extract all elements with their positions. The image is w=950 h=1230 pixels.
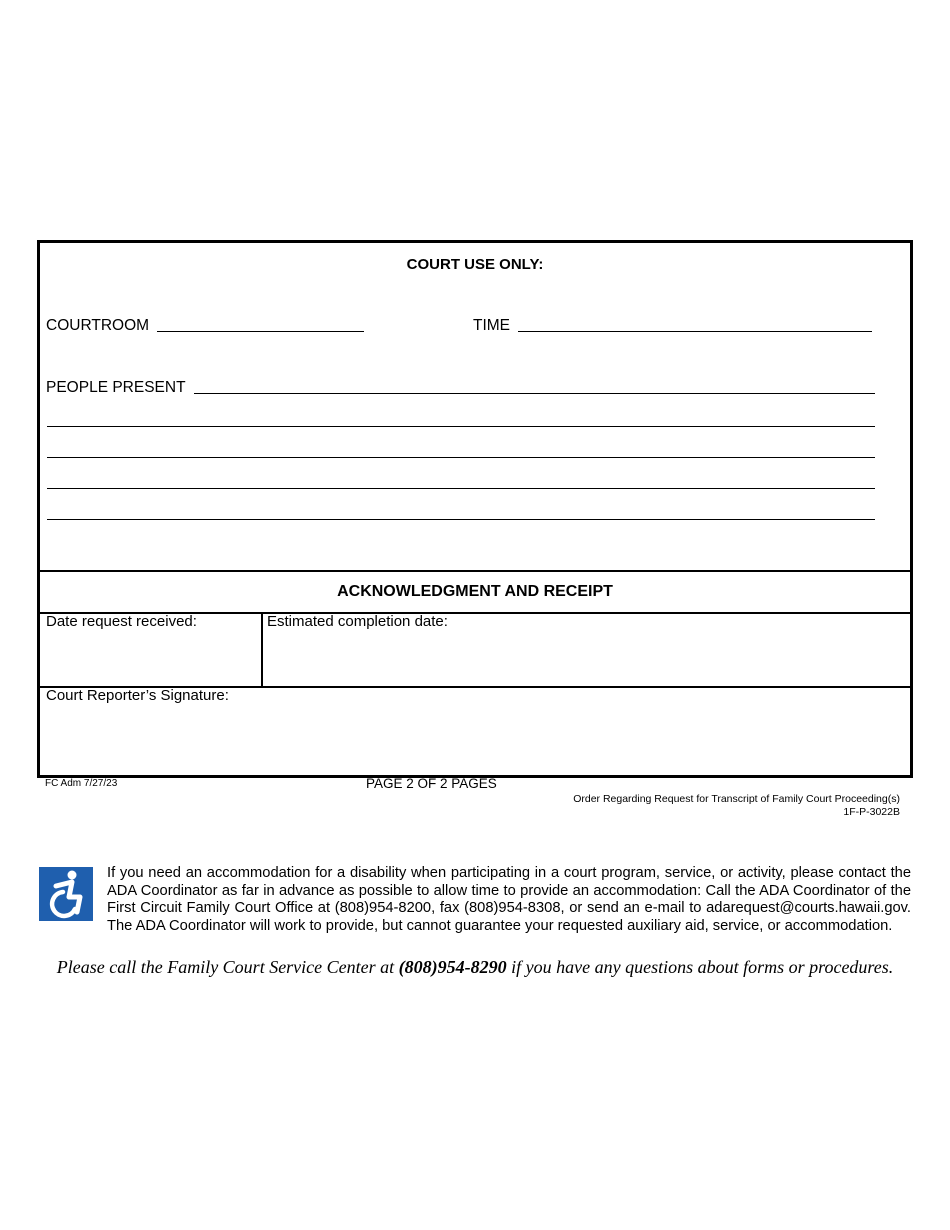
courtroom-row: [46, 317, 364, 335]
acknowledgment-title: ACKNOWLEDGMENT AND RECEIPT: [40, 570, 910, 614]
people-present-line[interactable]: [47, 426, 875, 427]
court-use-title: COURT USE ONLY:: [406, 256, 544, 273]
time-field[interactable]: [518, 330, 872, 332]
estimated-completion-label: Estimated completion date:: [267, 613, 448, 630]
court-use-box: [37, 240, 913, 778]
people-present-line[interactable]: [47, 457, 875, 458]
form-number: 1F-P-3022B: [843, 805, 900, 818]
service-phone: (808)954-8290: [398, 957, 507, 977]
people-present-label: PEOPLE PRESENT: [46, 379, 186, 396]
cell-divider: [261, 612, 263, 686]
accessibility-icon: [39, 867, 93, 921]
service-suffix: if you have any questions about forms or procedures.: [506, 957, 894, 977]
people-present-row: [46, 379, 875, 397]
form-info: [573, 793, 900, 818]
service-prefix: Please call the Family Court Service Center at: [56, 957, 399, 977]
form-code: FC Adm 7/27/23: [45, 778, 118, 789]
page-number: PAGE 2 OF 2 PAGES: [366, 776, 497, 791]
courtroom-field[interactable]: [157, 330, 364, 332]
time-row: [473, 317, 872, 335]
signature-label: Court Reporter’s Signature:: [46, 687, 229, 704]
people-present-line[interactable]: [47, 519, 875, 520]
form-title: Order Regarding Request for Transcript of Family Court Proceeding(s): [573, 793, 900, 805]
people-present-field[interactable]: [194, 392, 875, 394]
service-center-line: [0, 957, 950, 978]
time-label: TIME: [473, 317, 511, 334]
date-received-label: Date request received:: [46, 613, 197, 630]
people-present-line[interactable]: [47, 488, 875, 489]
ada-notice: If you need an accommodation for a disability when participating in a court program, service, or activity, please contact the ADA Coordinator as far in advance as possible to allow time to provide an accommodation: Call the ADA Coordinator of the First Circuit Family Court Office at (808)954-8200, fax (808)954-8308, or send an e-mail to adarequest@courts.hawaii.gov. The ADA Coordinator will work to provide, but cannot guarantee your requested auxiliary aid, service, or accommodation.: [107, 865, 911, 934]
courtroom-label: COURTROOM: [46, 317, 150, 334]
